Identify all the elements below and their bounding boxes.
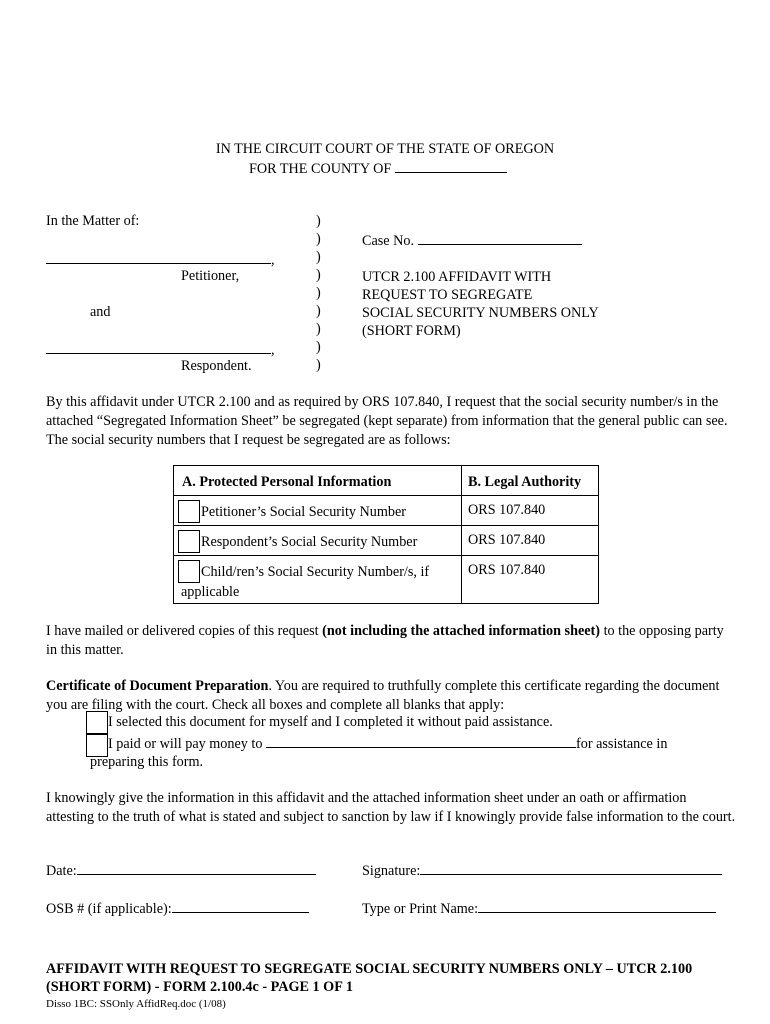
- case-no-label: Case No.: [362, 233, 415, 249]
- caption-parentheses: ) ) ) ) ) ) ) ) ): [316, 213, 321, 373]
- table-header-b: B. Legal Authority: [462, 466, 599, 496]
- footer-title: AFFIDAVIT WITH REQUEST TO SEGREGATE SOCIAL SECURITY NUMBERS ONLY – UTCR 2.100 (SHORT FORM) - FORM 2.100.4c - PAGE 1 OF 1: [46, 961, 693, 995]
- case-number-field[interactable]: [362, 232, 582, 250]
- table-row: Petitioner’s Social Security Number ORS 107.840: [174, 496, 599, 526]
- children-ssn-checkbox[interactable]: [178, 560, 200, 583]
- signature-field[interactable]: [362, 862, 722, 880]
- petitioner-ssn-checkbox[interactable]: [178, 500, 200, 523]
- table-header-a: A. Protected Personal Information: [174, 466, 462, 496]
- petitioner-name-line[interactable]: ,: [46, 251, 275, 269]
- date-label: Date:: [46, 863, 77, 879]
- table-row: Respondent’s Social Security Number ORS 107.840: [174, 526, 599, 556]
- certificate-paragraph: Certificate of Document Preparation. You are required to truthfully complete this certificate regarding the document you are filing with the court. Check all boxes and complete all blanks that apply:: [46, 678, 720, 713]
- osb-field[interactable]: [46, 900, 309, 918]
- date-blank[interactable]: [77, 862, 316, 875]
- and-label: and: [90, 304, 111, 320]
- protected-info-table: [173, 465, 599, 604]
- osb-label: OSB # (if applicable):: [46, 901, 172, 917]
- print-name-field[interactable]: [362, 900, 716, 918]
- county-blank[interactable]: [395, 160, 507, 173]
- petitioner-label: Petitioner,: [181, 268, 240, 284]
- self-prepared-label: I selected this document for myself and I completed it without paid assistance.: [108, 714, 553, 730]
- respondent-label: Respondent.: [181, 358, 252, 374]
- oath-paragraph: I knowingly give the information in this affidavit and the attached information sheet under an oath or affirmation attesting to the truth of what is stated and subject to sanction by law if I knowingly provide false information to the court.: [46, 790, 736, 825]
- paid-assistance-cont: preparing this form.: [90, 754, 204, 770]
- table-row: Child/ren’s Social Security Number/s, if applicable ORS 107.840: [174, 556, 599, 604]
- signature-label: Signature:: [362, 863, 421, 879]
- intro-paragraph: By this affidavit under UTCR 2.100 and as required by ORS 107.840, I request that the social security number/s in the attached “Segregated Information Sheet” be segregated (kept separate) from information that the general public can see. The social security numbers that I request be segregated are as follows:: [46, 394, 728, 448]
- paid-assistance-line: I paid or will pay money to for assistance in: [108, 736, 668, 752]
- print-name-blank[interactable]: [478, 900, 716, 913]
- mailed-paragraph: I have mailed or delivered copies of this request (not including the attached information sheet) to the opposing party in this matter.: [46, 623, 724, 658]
- certificate-heading: Certificate of Document Preparation: [46, 678, 269, 694]
- form-title: UTCR 2.100 AFFIDAVIT WITH REQUEST TO SEGREGATE SOCIAL SECURITY NUMBERS ONLY (SHORT FORM): [362, 269, 599, 339]
- print-name-label: Type or Print Name:: [362, 901, 479, 917]
- signature-blank[interactable]: [420, 862, 722, 875]
- self-prepared-checkbox[interactable]: [86, 711, 108, 734]
- court-title: IN THE CIRCUIT COURT OF THE STATE OF OREGON: [215, 141, 555, 157]
- respondent-name-line[interactable]: ,: [46, 341, 275, 359]
- date-field[interactable]: [46, 862, 316, 880]
- in-the-matter-label: In the Matter of:: [46, 213, 140, 229]
- case-no-blank[interactable]: [418, 232, 582, 245]
- footer-doc-id: Disso 1BC: SSOnly AffidReq.doc (1/08): [46, 998, 226, 1010]
- paid-to-blank[interactable]: [266, 735, 576, 748]
- osb-blank[interactable]: [172, 900, 309, 913]
- respondent-ssn-checkbox[interactable]: [178, 530, 200, 553]
- county-line: [249, 160, 507, 178]
- county-label: FOR THE COUNTY OF: [249, 161, 392, 177]
